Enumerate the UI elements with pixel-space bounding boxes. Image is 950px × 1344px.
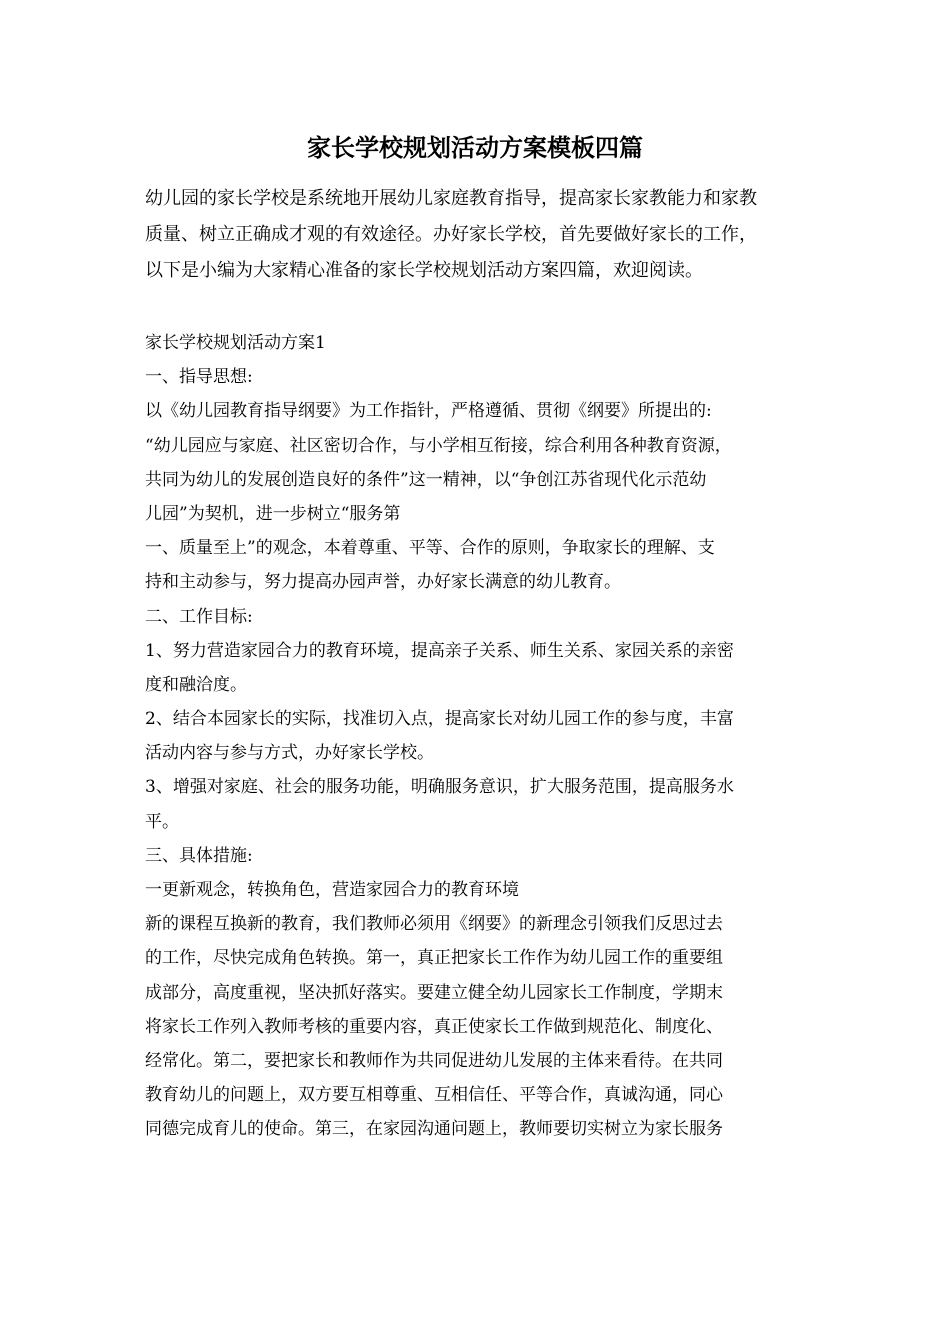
body-line: 二、工作目标:	[145, 606, 253, 627]
body-line: 同德完成育儿的使命。第三，在家园沟通问题上，教师要切实树立为家长服务	[145, 1119, 723, 1140]
document-body	[145, 181, 807, 1147]
body-line: 成部分，高度重视，坚决抓好落实。要建立健全幼儿园家长工作制度，学期末	[145, 982, 723, 1003]
document-title: 家长学校规划活动方案模板四篇	[307, 133, 643, 162]
body-line: 新的课程互换新的教育，我们教师必须用《纲要》的新理念引领我们反思过去	[145, 914, 723, 935]
body-line: 的工作，尽快完成角色转换。第一，真正把家长工作作为幼儿园工作的重要组	[145, 948, 723, 969]
body-line: 一、质量至上”的观念，本着尊重、平等、合作的原则，争取家长的理解、支	[145, 538, 715, 559]
paragraph-spacer	[145, 289, 807, 326]
body-line: 经常化。第二，要把家长和教师作为共同促进幼儿发展的主体来看待。在共同	[145, 1050, 723, 1071]
body-text	[145, 326, 807, 1147]
body-line: 3、增强对家庭、社会的服务功能，明确服务意识，扩大服务范围，提高服务水	[145, 777, 734, 798]
body-line: 一、指导思想:	[145, 367, 253, 388]
body-line: 持和主动参与，努力提高办园声誉，办好家长满意的幼儿教育。	[145, 572, 621, 593]
body-line: 以《幼儿园教育指导纲要》为工作指针，严格遵循、贯彻《纲要》所提出的:	[145, 401, 712, 422]
body-line: 活动内容与参与方式，办好家长学校。	[145, 743, 434, 764]
body-line: 共同为幼儿的发展创造良好的条件”这一精神，以“争创江苏省现代化示范幼	[145, 469, 707, 490]
body-line: 一更新观念，转换角色，营造家园合力的教育环境	[145, 880, 519, 900]
body-line: 将家长工作列入教师考核的重要内容，真正使家长工作做到规范化、制度化、	[145, 1016, 723, 1037]
body-line: “幼儿园应与家庭、社区密切合作，与小学相互衔接，综合利用各种教育资源，	[145, 435, 732, 456]
body-line: 三、具体措施:	[145, 845, 253, 866]
body-line: 平。	[145, 811, 179, 832]
body-line: 教育幼儿的问题上，双方要互相尊重、互相信任、平等合作，真诚沟通，同心	[145, 1085, 723, 1106]
body-line: 1、努力营造家园合力的教育环境，提高亲子关系、师生关系、家园关系的亲密	[145, 640, 734, 661]
body-line: 家长学校规划活动方案1	[145, 333, 326, 353]
body-line: 2、结合本园家长的实际，找准切入点，提高家长对幼儿园工作的参与度，丰富	[145, 709, 734, 730]
body-line: 度和融洽度。	[145, 674, 247, 695]
intro-paragraph: 幼儿园的家长学校是系统地开展幼儿家庭教育指导，提高家长家教能力和家教 质量、树立正确成才观的有效途径。办好家长学校，首先要做好家长的工作， 以下是小编为大家精心准备的家长学校规划活动方案四篇，欢迎阅读。	[145, 188, 757, 281]
body-line: 儿园”为契机，进一步树立“服务第	[145, 503, 401, 524]
